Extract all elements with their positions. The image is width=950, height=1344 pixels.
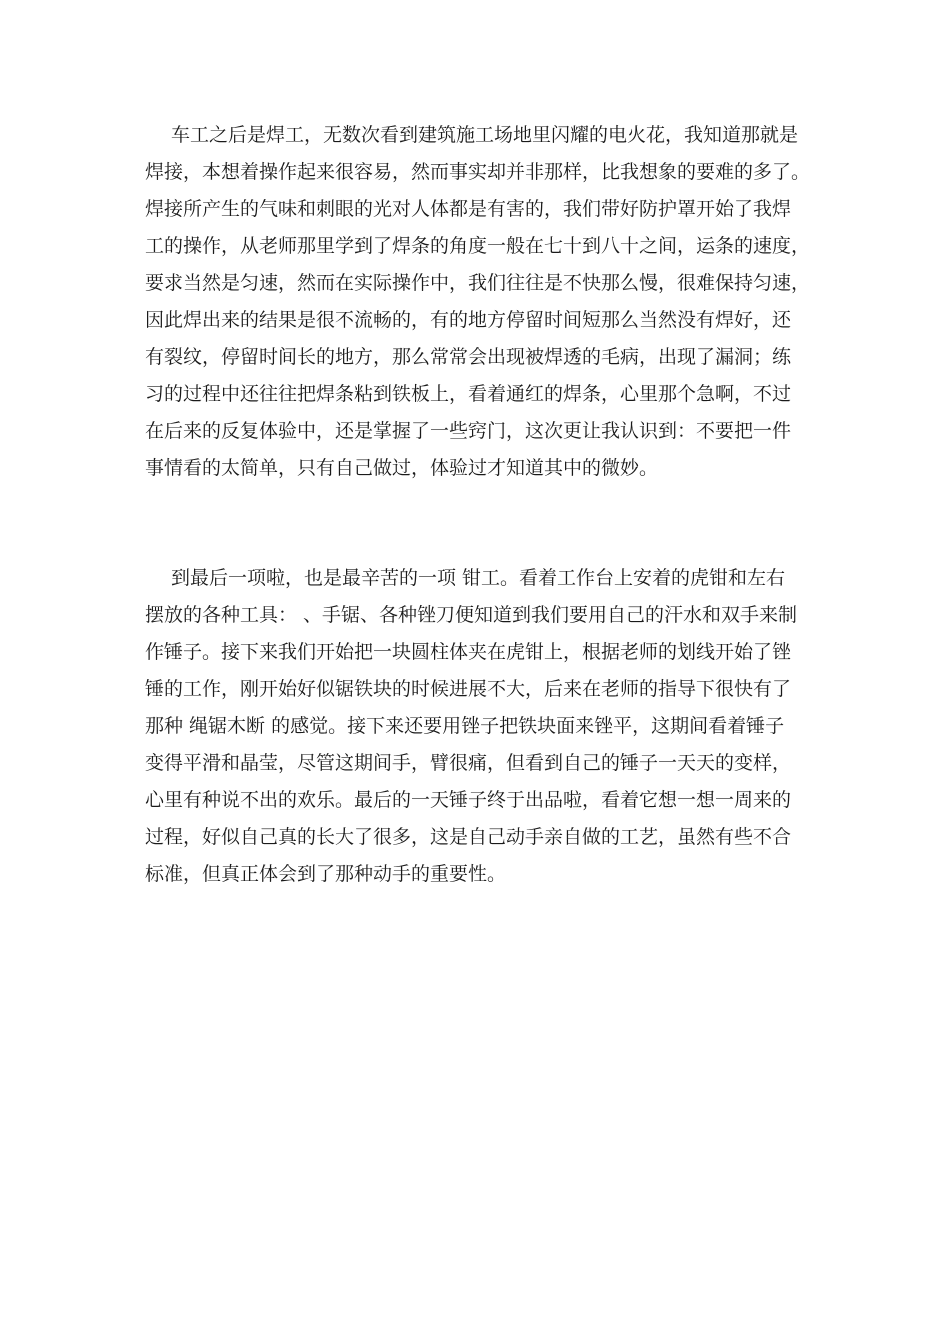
paragraph-welding	[145, 117, 811, 487]
text-line: 焊接，本想着操作起来很容易，然而事实却并非那样，比我想象的要难的多了。	[145, 161, 811, 183]
text-line: 变得平滑和晶莹，尽管这期间手，臂很痛，但看到自己的锤子一天天的变样，	[145, 752, 792, 774]
text-line: 车工之后是焊工，无数次看到建筑施工场地里闪耀的电火花，我知道那就是	[171, 124, 799, 146]
text-line: 因此焊出来的结果是很不流畅的，有的地方停留时间短那么当然没有焊好，还	[145, 309, 792, 331]
text-line: 心里有种说不出的欢乐。最后的一天锤子终于出品啦，看着它想一想一周来的	[145, 789, 792, 811]
text-line: 过程，好似自己真的长大了很多，这是自己动手亲自做的工艺，虽然有些不合	[145, 826, 792, 848]
text-line: 作锤子。接下来我们开始把一块圆柱体夹在虎钳上，根据老师的划线开始了锉	[145, 641, 792, 663]
text-line: 事情看的太简单，只有自己做过，体验过才知道其中的微妙。	[145, 457, 659, 479]
text-line: 到最后一项啦，也是最辛苦的一项 钳工。看着工作台上安着的虎钳和左右	[171, 567, 786, 589]
text-line: 摆放的各种工具： 、手锯、各种锉刀便知道到我们要用自己的汗水和双手来制	[145, 604, 798, 626]
text-line: 标准，但真正体会到了那种动手的重要性。	[145, 863, 507, 885]
paragraph-fitter	[145, 560, 805, 893]
text-line: 习的过程中还往往把焊条粘到铁板上，看着通红的焊条，心里那个急啊，不过	[145, 383, 792, 405]
text-line: 那种 绳锯木断 的感觉。接下来还要用锉子把铁块面来锉平，这期间看着锤子	[145, 715, 785, 737]
text-line: 要求当然是匀速，然而在实际操作中，我们往往是不快那么慢，很难保持匀速，	[145, 272, 811, 294]
text-line: 焊接所产生的气味和刺眼的光对人体都是有害的，我们带好防护罩开始了我焊	[145, 198, 792, 220]
text-line: 在后来的反复体验中，还是掌握了一些窍门，这次更让我认识到：不要把一件	[145, 420, 792, 442]
text-line: 工的操作，从老师那里学到了焊条的角度一般在七十到八十之间，运条的速度，	[145, 235, 811, 257]
text-line: 锤的工作，刚开始好似锯铁块的时候进展不大，后来在老师的指导下很快有了	[145, 678, 792, 700]
text-line: 有裂纹，停留时间长的地方，那么常常会出现被焊透的毛病，出现了漏洞；练	[145, 346, 792, 368]
